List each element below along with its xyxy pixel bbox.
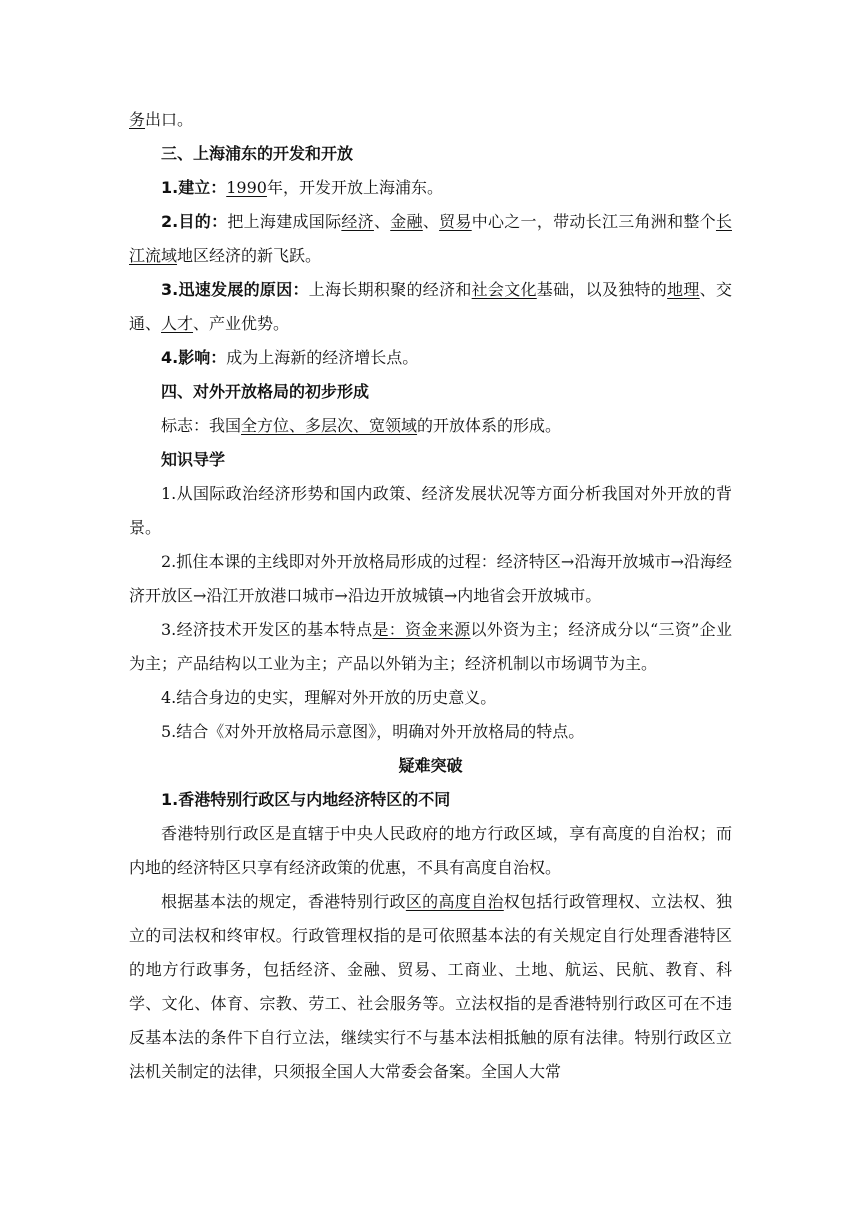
guide-item-3: 3.经济技术开发区的基本特点是：资金来源以外资为主；经济成分以“三资”企业为主；产品结构以工业为主；产品以外销为主；经济机制以市场调节为主。 — [129, 620, 732, 673]
difficulty-heading: 疑难突破 — [398, 756, 463, 775]
underlined-term: 1990 — [226, 178, 267, 197]
underlined-term: 区的高度自治 — [405, 892, 504, 911]
item-reasons: 3.迅速发展的原因：上海长期积聚的经济和社会文化基础，以及独特的地理、交通、人才、产业优势。 — [129, 280, 732, 333]
underlined-term: 长江流域 — [129, 212, 732, 265]
item-purpose: 2.目的：把上海建成国际经济、金融、贸易中心之一，带动长江三角洲和整个长江流域地区经济的新飞跃。 — [129, 212, 732, 265]
sign-paragraph: 标志：我国全方位、多层次、宽领域的开放体系的形成。 — [161, 416, 562, 435]
guide-item-4: 4.结合身边的史实，理解对外开放的历史意义。 — [161, 688, 497, 707]
underlined-term: 是：资金来源 — [372, 620, 471, 639]
underlined-term: 贸易 — [439, 212, 472, 231]
document-page — [129, 103, 732, 1089]
section-heading-3: 三、上海浦东的开发和开放 — [161, 144, 354, 163]
guide-item-1: 1.从国际政治经济形势和国内政策、经济发展状况等方面分析我国对外开放的背景。 — [129, 484, 732, 537]
underlined-term: 全方位、多层次、宽领域 — [241, 416, 418, 435]
difficulty-paragraph-1: 香港特别行政区是直辖于中央人民政府的地方行政区域，享有高度的自治权；而内地的经济特区只享有经济政策的优惠，不具有高度自治权。 — [129, 824, 732, 877]
underlined-term: 务 — [129, 110, 146, 129]
underlined-term: 人才 — [161, 314, 194, 333]
guide-item-2: 2.抓住本课的主线即对外开放格局形成的过程：经济特区→沿海开放城市→沿海经济开放区→沿江开放港口城市→沿边开放城镇→内地省会开放城市。 — [129, 552, 732, 605]
underlined-term: 经济 — [341, 212, 374, 231]
item-impact: 4.影响：成为上海新的经济增长点。 — [161, 348, 419, 367]
difficulty-paragraph-2: 根据基本法的规定，香港特别行政区的高度自治权包括行政管理权、立法权、独立的司法权和终审权。行政管理权指的是可依照基本法的有关规定自行处理香港特区的地方行政事务，包括经济、金融、贸易、工商业、土地、航运、民航、教育、科学、文化、体育、宗教、劳工、社会服务等。立法权指的是香港特别行政区可在不违反基本法的条件下自行立法，继续实行不与基本法相抵触的原有法律。特别行政区立法机关制定的法律，只须报全国人大常委会备案。全国人大常 — [129, 892, 732, 1081]
guide-item-5: 5.结合《对外开放格局示意图》，明确对外开放格局的特点。 — [161, 722, 585, 741]
section-heading-4: 四、对外开放格局的初步形成 — [161, 382, 370, 401]
item-establish: 1.建立：1990年，开发开放上海浦东。 — [161, 178, 443, 197]
guide-heading: 知识导学 — [161, 450, 226, 469]
continued-line: 务出口。 — [129, 110, 194, 129]
difficulty-subtitle: 1.香港特别行政区与内地经济特区的不同 — [161, 790, 451, 809]
underlined-term: 地理 — [667, 280, 700, 299]
underlined-term: 社会文化 — [471, 280, 537, 299]
underlined-term: 金融 — [390, 212, 423, 231]
